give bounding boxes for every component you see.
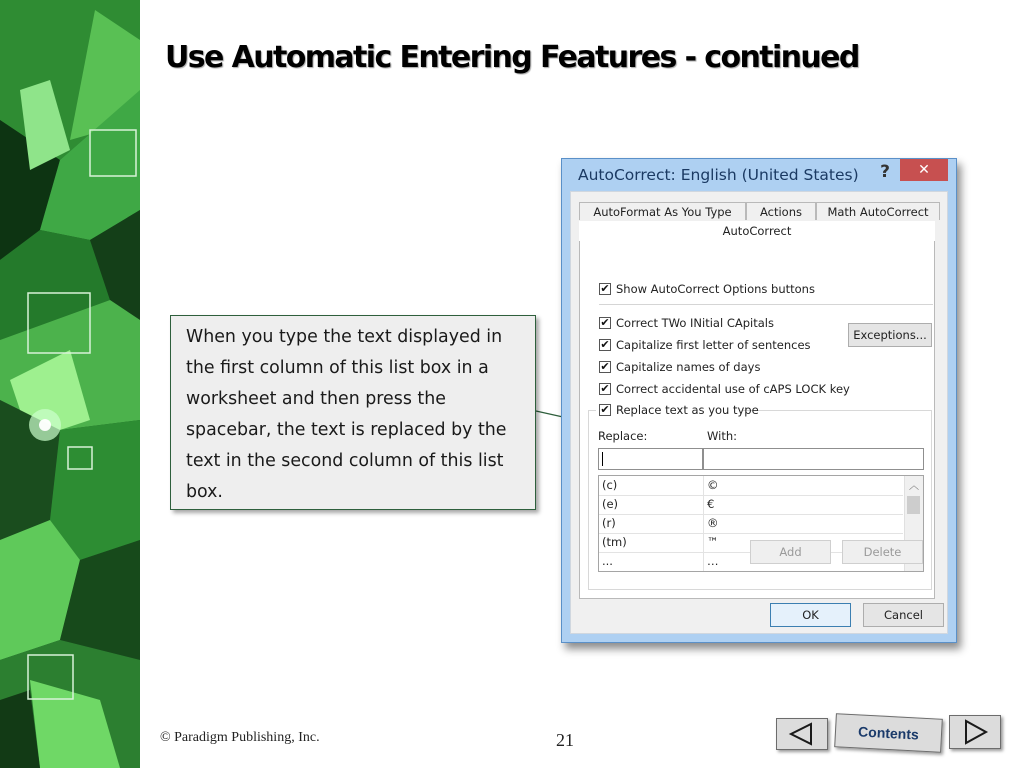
scrollbar-thumb[interactable] bbox=[907, 496, 920, 514]
checkbox-replace-text[interactable]: ✔ bbox=[600, 403, 610, 416]
list-item[interactable] bbox=[599, 514, 903, 534]
label-capitalize-days: Capitalize names of days bbox=[616, 360, 761, 374]
checkbox-capitalize-first-letter[interactable]: ✔ bbox=[600, 338, 610, 351]
with-label: With: bbox=[707, 429, 737, 443]
list-item-replace: (r) bbox=[602, 516, 616, 530]
replace-text-group-header bbox=[596, 397, 759, 417]
label-show-options-buttons: Show AutoCorrect Options buttons bbox=[616, 282, 815, 296]
triangle-right-icon bbox=[950, 716, 1000, 748]
tab-autocorrect[interactable]: AutoCorrect bbox=[579, 221, 935, 241]
with-input[interactable] bbox=[703, 448, 924, 470]
decorative-green-crystal-strip bbox=[0, 0, 140, 768]
callout-text: When you type the text displayed in the first column of this list box in a worksheet and then press the spacebar, the text is replaced by the text in the second column of this list box. bbox=[186, 327, 507, 502]
add-button[interactable]: Add bbox=[750, 540, 831, 564]
tab-math-autocorrect[interactable]: Math AutoCorrect bbox=[816, 202, 940, 220]
next-slide-button[interactable] bbox=[949, 715, 1001, 749]
checkbox-capitalize-days[interactable]: ✔ bbox=[600, 360, 610, 373]
dialog-title: AutoCorrect: English (United States) bbox=[578, 166, 859, 184]
divider bbox=[599, 304, 933, 305]
footer-copyright: © Paradigm Publishing, Inc. bbox=[160, 730, 320, 745]
exceptions-button[interactable]: Exceptions... bbox=[848, 323, 932, 347]
contents-button[interactable] bbox=[834, 713, 943, 753]
slide-title: Use Automatic Entering Features - continued bbox=[165, 40, 859, 75]
delete-button[interactable]: Delete bbox=[842, 540, 923, 564]
tab-actions[interactable]: Actions bbox=[746, 202, 816, 220]
replace-label: Replace: bbox=[598, 429, 648, 443]
page-number: 21 bbox=[556, 730, 574, 750]
list-item-with: ™ bbox=[707, 535, 719, 549]
list-item-with: ® bbox=[707, 516, 719, 530]
chevron-up-icon[interactable]: ︿ bbox=[909, 481, 919, 492]
contents-label: Contents bbox=[857, 723, 920, 743]
list-item-replace: (c) bbox=[602, 478, 618, 492]
list-item-replace: (e) bbox=[602, 497, 619, 511]
callout-box bbox=[170, 315, 536, 510]
list-item-with: € bbox=[707, 497, 715, 511]
autocorrect-dialog bbox=[561, 158, 957, 643]
help-icon[interactable]: ? bbox=[880, 162, 890, 182]
list-item[interactable] bbox=[599, 476, 903, 496]
list-item[interactable] bbox=[599, 495, 903, 515]
previous-slide-button[interactable] bbox=[776, 718, 828, 750]
checkbox-two-initial-capitals[interactable]: ✔ bbox=[600, 316, 610, 329]
triangle-left-icon bbox=[777, 719, 827, 749]
checkbox-show-options-buttons[interactable]: ✔ bbox=[600, 282, 610, 295]
list-item-replace: (tm) bbox=[602, 535, 627, 549]
autocorrect-tab-panel bbox=[579, 224, 935, 599]
label-capitalize-first-letter: Capitalize first letter of sentences bbox=[616, 338, 811, 352]
close-button[interactable]: ✕ bbox=[900, 159, 948, 181]
checkbox-caps-lock[interactable]: ✔ bbox=[600, 382, 610, 395]
replace-input[interactable] bbox=[598, 448, 703, 470]
label-caps-lock: Correct accidental use of cAPS LOCK key bbox=[616, 382, 850, 396]
dialog-body bbox=[570, 191, 948, 634]
list-item-with: … bbox=[707, 554, 719, 568]
list-item-with: © bbox=[707, 478, 719, 492]
label-two-initial-capitals: Correct TWo INitial CApitals bbox=[616, 316, 774, 330]
list-item-replace: ... bbox=[602, 554, 613, 568]
ok-button[interactable]: OK bbox=[770, 603, 851, 627]
tab-autoformat-as-you-type[interactable]: AutoFormat As You Type bbox=[579, 202, 746, 220]
label-replace-text: Replace text as you type bbox=[616, 403, 759, 417]
cancel-button[interactable]: Cancel bbox=[863, 603, 944, 627]
text-cursor bbox=[602, 452, 603, 466]
